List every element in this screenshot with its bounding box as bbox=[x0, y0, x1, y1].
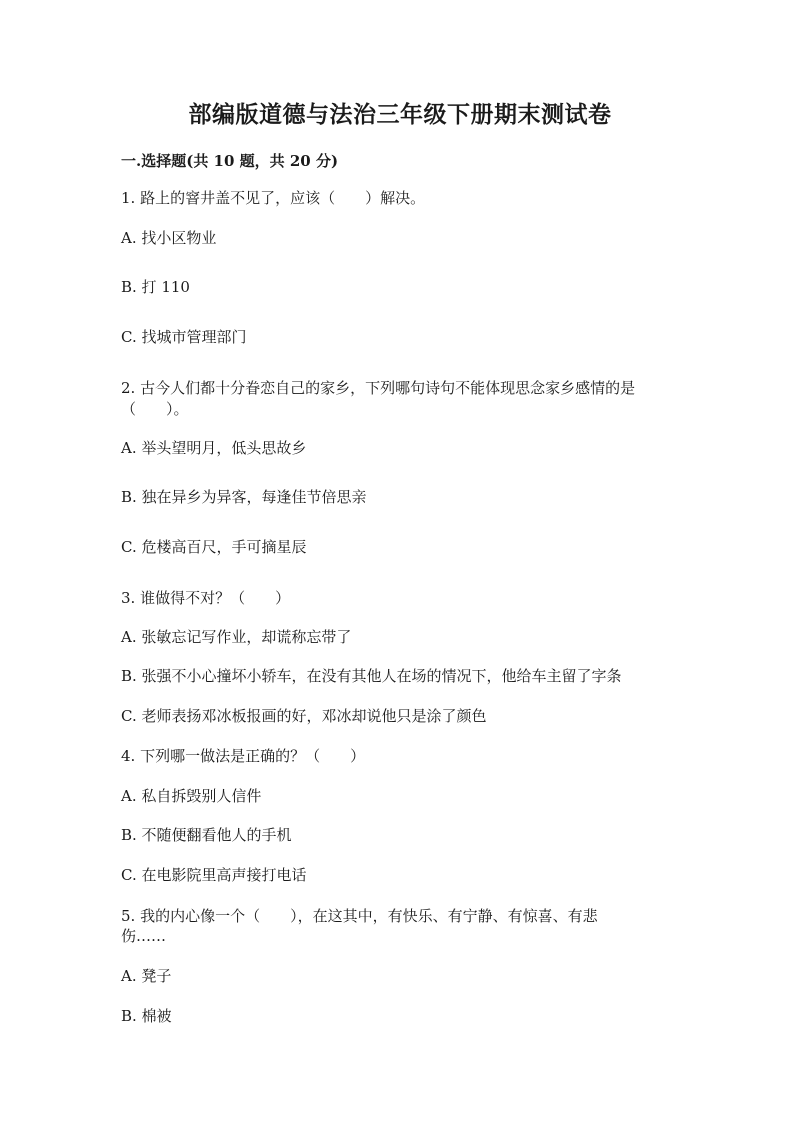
question-4-option-b: B. 不随便翻看他人的手机 bbox=[121, 826, 292, 844]
question-4-stem: 4. 下列哪一做法是正确的？（ ） bbox=[121, 747, 366, 765]
question-1-stem: 1. 路上的窨井盖不见了，应该（ ）解决。 bbox=[121, 189, 426, 207]
question-3-stem: 3. 谁做得不对？（ ） bbox=[121, 589, 291, 607]
question-2-stem-line2: （ ）。 bbox=[121, 400, 189, 418]
question-4-option-a: A. 私自拆毁别人信件 bbox=[121, 787, 262, 805]
question-4-option-c: C. 在电影院里高声接打电话 bbox=[121, 866, 307, 884]
question-1-option-b: B. 打 110 bbox=[121, 278, 190, 296]
question-5-option-b: B. 棉被 bbox=[121, 1007, 172, 1025]
question-2-stem-line1: 2. 古今人们都十分眷恋自己的家乡，下列哪句诗句不能体现思念家乡感情的是 bbox=[121, 379, 636, 397]
question-3-option-c: C. 老师表扬邓冰板报画的好，邓冰却说他只是涂了颜色 bbox=[121, 707, 487, 725]
question-3-option-b: B. 张强不小心撞坏小轿车，在没有其他人在场的情况下，他给车主留了字条 bbox=[121, 667, 622, 685]
question-1-option-c: C. 找城市管理部门 bbox=[121, 328, 247, 346]
question-1-option-a: A. 找小区物业 bbox=[121, 229, 217, 247]
exam-title: 部编版道德与法治三年级下册期末测试卷 bbox=[188, 101, 612, 128]
question-5-option-a: A. 凳子 bbox=[121, 967, 172, 985]
question-3-option-a: A. 张敏忘记写作业，却谎称忘带了 bbox=[121, 628, 352, 646]
question-2-option-c: C. 危楼高百尺，手可摘星辰 bbox=[121, 538, 307, 556]
question-5-stem-line1: 5. 我的内心像一个（ ），在这其中，有快乐、有宁静、有惊喜、有悲 bbox=[121, 907, 598, 925]
question-2-option-b: B. 独在异乡为异客，每逢佳节倍思亲 bbox=[121, 488, 367, 506]
question-2-option-a: A. 举头望明月，低头思故乡 bbox=[121, 439, 307, 457]
question-5-stem-line2: 伤…… bbox=[121, 927, 167, 945]
section-heading: 一.选择题(共 10 题，共 20 分) bbox=[121, 152, 339, 170]
